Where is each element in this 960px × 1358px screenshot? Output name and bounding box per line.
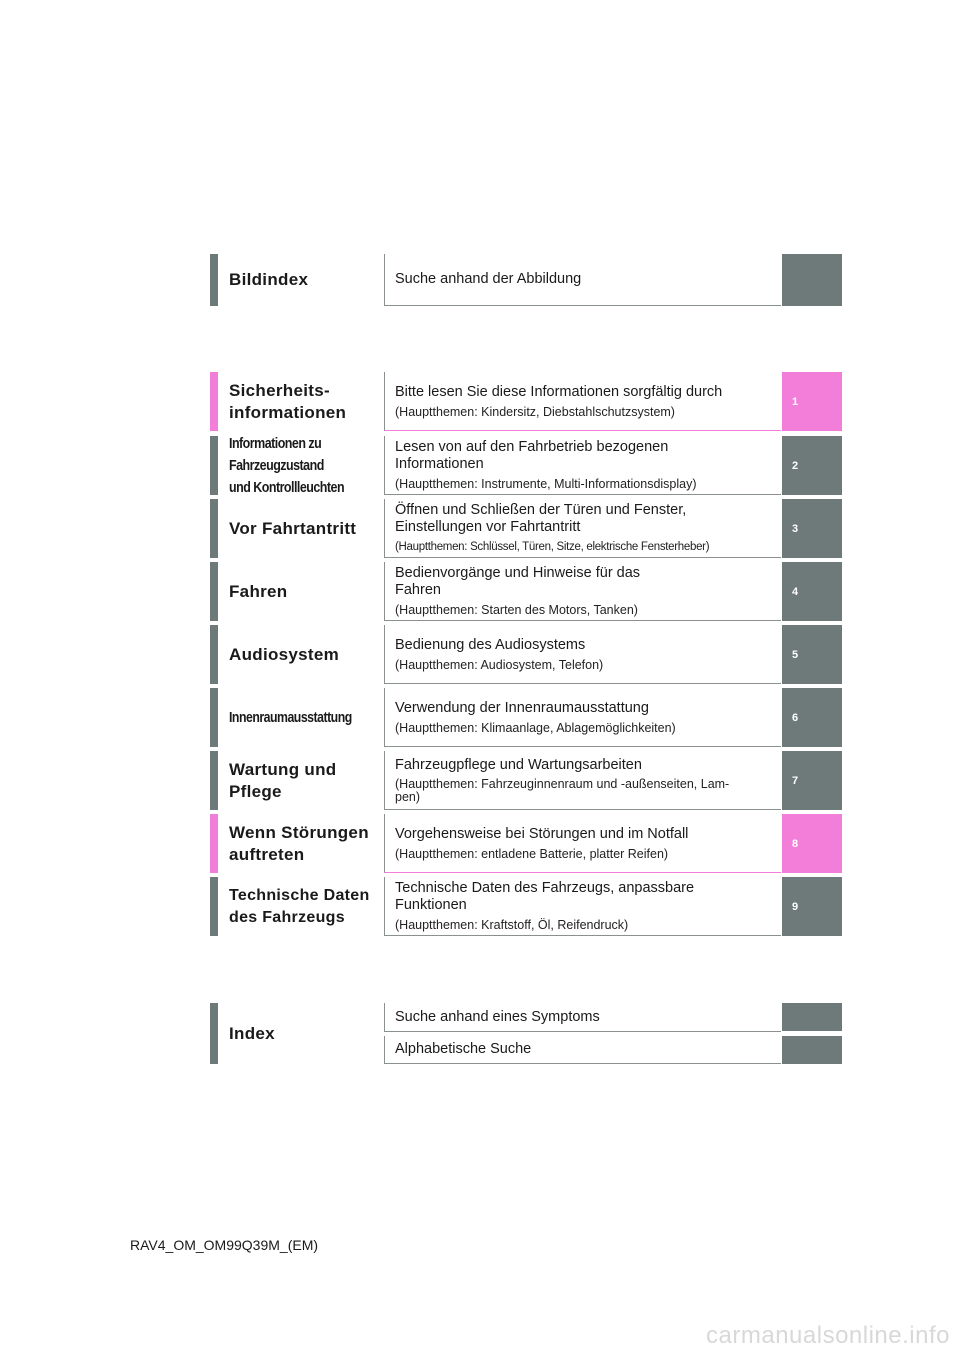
- description-text: Suche anhand der Abbildung: [395, 271, 582, 287]
- index-tab-alphabetical[interactable]: [782, 1036, 842, 1064]
- topics-text: (Hauptthemen: Kindersitz, Diebstahlschutzsystem): [395, 404, 675, 419]
- chapter-tab-1[interactable]: 1: [782, 372, 842, 431]
- chapter-title: Wartung und Pflege: [229, 759, 337, 801]
- watermark: carmanualsonline.info: [706, 1322, 950, 1349]
- index-tab-symptom[interactable]: [782, 1003, 842, 1031]
- chapter-tab-7[interactable]: 7: [782, 751, 842, 810]
- chapter-row-9[interactable]: [210, 877, 842, 936]
- document-code: RAV4_OM_OM99Q39M_(EM): [130, 1237, 319, 1253]
- chapter-row-6[interactable]: [210, 688, 842, 747]
- chapter-title: Audiosystem: [229, 644, 340, 664]
- chapter-title: Technische Daten des Fahrzeugs: [229, 886, 370, 926]
- section-bar: [210, 562, 218, 621]
- section-bar: [210, 436, 218, 495]
- topics-text: (Hauptthemen: Fahrzeuginnenraum und -außenseiten, Lam- pen): [395, 776, 730, 804]
- chapter-title: Sicherheits- informationen: [229, 380, 347, 422]
- section-tab[interactable]: [782, 254, 842, 306]
- chapter-title: Vor Fahrtantritt: [229, 518, 357, 538]
- chapter-tab-9[interactable]: 9: [782, 877, 842, 936]
- chapter-title: Informationen zu Fahrzeugzustand und Kontrollleuchten: [229, 435, 345, 496]
- chapter-description: [384, 436, 781, 495]
- picture-index-row[interactable]: [210, 254, 842, 306]
- description-text: Bedienvorgänge und Hinweise für das Fahren: [395, 565, 641, 598]
- section-title: Index: [229, 1023, 275, 1043]
- description-text: Bitte lesen Sie diese Informationen sorgfältig durch: [395, 383, 723, 400]
- chapter-tab-3[interactable]: 3: [782, 499, 842, 558]
- description-text: Bedienung des Audiosystems: [395, 636, 586, 653]
- description-text: Vorgehensweise bei Störungen und im Notfall: [395, 825, 689, 842]
- chapter-row-5[interactable]: [210, 625, 842, 684]
- topics-text: (Hauptthemen: Instrumente, Multi-Informationsdisplay): [395, 477, 697, 491]
- section-bar: [210, 814, 218, 873]
- description-text: Öffnen und Schließen der Türen und Fenster, Einstellungen vor Fahrtantritt: [395, 502, 687, 535]
- chapter-row-7[interactable]: [210, 751, 842, 810]
- description-text: Alphabetische Suche: [395, 1041, 532, 1057]
- section-description: [384, 254, 781, 306]
- chapter-tab-8[interactable]: 8: [782, 814, 842, 873]
- index-item-symptom[interactable]: [384, 1003, 781, 1032]
- topics-text: (Hauptthemen: Audiosystem, Telefon): [395, 657, 604, 672]
- chapter-title: Innenraumausstattung: [229, 708, 352, 726]
- topics-text: (Hauptthemen: Klimaanlage, Ablagemöglichkeiten): [395, 720, 676, 735]
- chapter-description: [384, 499, 781, 558]
- section-bar: [210, 751, 218, 810]
- section-bar: [210, 877, 218, 936]
- topics-text: (Hauptthemen: Kraftstoff, Öl, Reifendruck): [395, 918, 629, 932]
- chapter-title: Fahren: [229, 581, 288, 601]
- section-bar: [210, 499, 218, 558]
- chapter-title: Wenn Störungen auftreten: [229, 822, 369, 864]
- chapter-tab-4[interactable]: 4: [782, 562, 842, 621]
- topics-text: (Hauptthemen: Schlüssel, Türen, Sitze, elektrische Fensterheber): [395, 541, 710, 553]
- chapter-row-8[interactable]: [210, 814, 842, 873]
- chapter-description: [384, 625, 781, 684]
- section-bar: [210, 688, 218, 747]
- chapter-tab-6[interactable]: 6: [782, 688, 842, 747]
- chapter-row-1[interactable]: [210, 372, 842, 431]
- topics-text: (Hauptthemen: entladene Batterie, platter Reifen): [395, 846, 669, 861]
- section-bar: [210, 372, 218, 431]
- chapter-description: [384, 877, 781, 936]
- chapter-description: [384, 688, 781, 747]
- chapter-row-4[interactable]: [210, 562, 842, 621]
- section-title: Bildindex: [229, 270, 309, 289]
- chapter-description: [384, 751, 781, 810]
- topics-text: (Hauptthemen: Starten des Motors, Tanken): [395, 603, 638, 617]
- chapter-row-2[interactable]: [210, 436, 842, 495]
- section-bar: [210, 1003, 218, 1064]
- section-bar: [210, 254, 218, 306]
- description-text: Fahrzeugpflege und Wartungsarbeiten: [395, 756, 642, 773]
- chapter-tab-2[interactable]: 2: [782, 436, 842, 495]
- section-bar: [210, 625, 218, 684]
- description-text: Technische Daten des Fahrzeugs, anpassbare Funktionen: [395, 880, 695, 913]
- chapter-description: [384, 372, 781, 431]
- index-row: [210, 1003, 842, 1064]
- description-text: Lesen von auf den Fahrbetrieb bezogenen Informationen: [395, 439, 669, 472]
- chapter-description: [384, 562, 781, 621]
- chapter-row-3[interactable]: [210, 499, 842, 558]
- chapter-tab-5[interactable]: 5: [782, 625, 842, 684]
- index-item-alphabetical[interactable]: [384, 1036, 781, 1064]
- chapter-description: [384, 814, 781, 873]
- description-text: Verwendung der Innenraumausstattung: [395, 699, 649, 716]
- description-text: Suche anhand eines Symptoms: [395, 1008, 600, 1025]
